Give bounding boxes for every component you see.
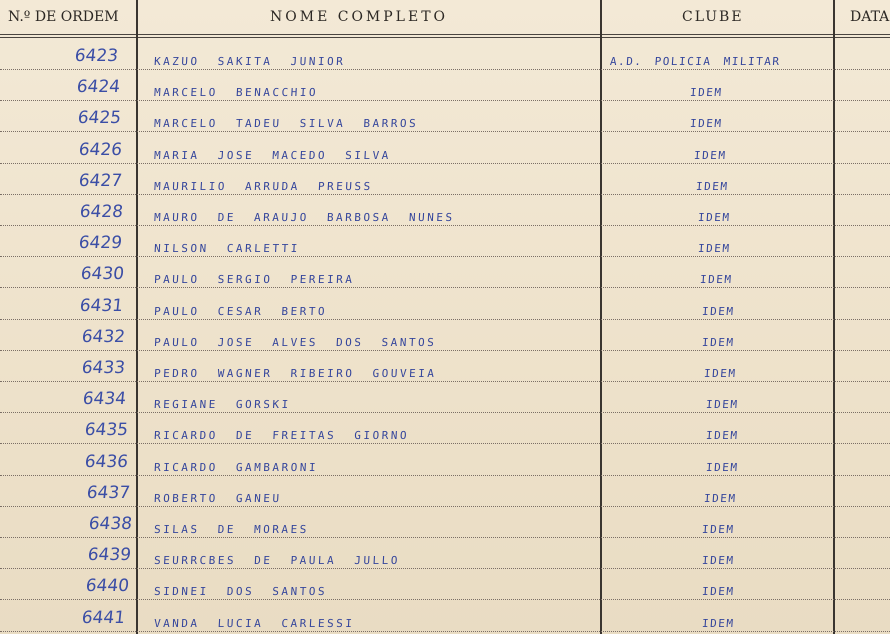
ledger-row bbox=[0, 507, 890, 538]
column-header-clube: CLUBE bbox=[682, 9, 744, 25]
order-number: 6434 bbox=[81, 389, 128, 410]
ledger-row bbox=[0, 382, 890, 413]
column-header-data: DATA bbox=[850, 9, 890, 25]
header-rule-bottom bbox=[0, 37, 890, 38]
order-number: 6428 bbox=[78, 202, 125, 222]
full-name: NILSON CARLETTI bbox=[153, 242, 301, 256]
order-number: 6429 bbox=[77, 233, 124, 254]
order-number: 6424 bbox=[75, 77, 122, 98]
row-rule bbox=[0, 631, 890, 632]
full-name: SEURRCBES DE PAULA JULLO bbox=[153, 554, 401, 568]
ledger-row bbox=[0, 195, 890, 226]
order-number: 6441 bbox=[80, 607, 127, 628]
order-number: 6427 bbox=[77, 170, 124, 191]
full-name: PAULO JOSE ALVES DOS SANTOS bbox=[153, 335, 437, 349]
order-number: 6426 bbox=[77, 139, 124, 160]
full-name: MARCELO BENACCHIO bbox=[153, 86, 319, 100]
club-name: IDEM bbox=[705, 460, 739, 474]
column-header-ordem: N.º DE ORDEM bbox=[8, 9, 119, 25]
full-name: KAZUO SAKITA JUNIOR bbox=[153, 55, 346, 68]
club-name: IDEM bbox=[705, 398, 739, 412]
full-name: REGIANE GORSKI bbox=[153, 398, 292, 412]
club-name: IDEM bbox=[701, 616, 735, 630]
club-name: A.D. POLICIA MILITAR bbox=[609, 55, 781, 68]
full-name: VANDA LUCIA CARLESSI bbox=[153, 616, 355, 630]
order-number: 6440 bbox=[84, 576, 131, 597]
club-name: IDEM bbox=[693, 148, 727, 162]
ledger-row bbox=[0, 476, 890, 507]
ledger-row bbox=[0, 226, 890, 257]
full-name: RICARDO DE FREITAS GIORNO bbox=[153, 429, 410, 443]
club-name: IDEM bbox=[701, 335, 735, 349]
club-name: IDEM bbox=[701, 304, 735, 318]
club-name: IDEM bbox=[697, 211, 731, 224]
ledger-row bbox=[0, 538, 890, 569]
club-name: IDEM bbox=[701, 523, 735, 536]
ledger-row bbox=[0, 289, 890, 320]
full-name: MARCELO TADEU SILVA BARROS bbox=[153, 117, 419, 131]
ledger-row bbox=[0, 39, 890, 70]
club-name: IDEM bbox=[705, 429, 739, 443]
order-number: 6438 bbox=[87, 514, 134, 534]
ledger-row bbox=[0, 569, 890, 600]
club-name: IDEM bbox=[697, 242, 731, 256]
ledger-row bbox=[0, 164, 890, 195]
order-number: 6433 bbox=[80, 358, 127, 378]
club-name: IDEM bbox=[701, 585, 735, 599]
ledger-row bbox=[0, 133, 890, 164]
full-name: ROBERTO GANEU bbox=[153, 491, 282, 505]
ledger-row bbox=[0, 70, 890, 101]
ledger-row bbox=[0, 413, 890, 444]
order-number: 6439 bbox=[86, 545, 133, 566]
order-number: 6437 bbox=[85, 482, 132, 503]
full-name: MAURILIO ARRUDA PREUSS bbox=[153, 179, 374, 193]
full-name: RICARDO GAMBARONI bbox=[153, 460, 319, 474]
club-name: IDEM bbox=[689, 86, 723, 100]
ledger-row bbox=[0, 351, 890, 382]
order-number: 6436 bbox=[83, 451, 130, 472]
club-name: IDEM bbox=[695, 179, 729, 193]
column-header-nome: NOME COMPLETO bbox=[270, 9, 449, 25]
ledger-row bbox=[0, 601, 890, 632]
club-name: IDEM bbox=[689, 117, 723, 131]
club-name: IDEM bbox=[701, 554, 735, 568]
club-name: IDEM bbox=[703, 367, 737, 380]
full-name: SILAS DE MORAES bbox=[153, 523, 310, 536]
ledger-row bbox=[0, 101, 890, 132]
order-number: 6432 bbox=[80, 326, 127, 347]
full-name: MAURO DE ARAUJO BARBOSA NUNES bbox=[153, 211, 455, 224]
order-number: 6425 bbox=[76, 108, 123, 129]
club-name: IDEM bbox=[703, 491, 737, 505]
full-name: PAULO SERGIO PEREIRA bbox=[153, 273, 355, 287]
full-name: SIDNEI DOS SANTOS bbox=[153, 585, 328, 599]
ledger-row bbox=[0, 445, 890, 476]
ledger-row bbox=[0, 320, 890, 351]
full-name: MARIA JOSE MACEDO SILVA bbox=[153, 148, 392, 162]
club-name: IDEM bbox=[699, 273, 733, 287]
full-name: PEDRO WAGNER RIBEIRO GOUVEIA bbox=[153, 367, 437, 380]
full-name: PAULO CESAR BERTO bbox=[153, 304, 328, 318]
order-number: 6435 bbox=[83, 420, 130, 441]
ledger-row bbox=[0, 257, 890, 288]
order-number: 6423 bbox=[73, 46, 120, 66]
order-number: 6431 bbox=[78, 295, 125, 316]
order-number: 6430 bbox=[79, 264, 126, 285]
header-rule-top bbox=[0, 34, 890, 35]
